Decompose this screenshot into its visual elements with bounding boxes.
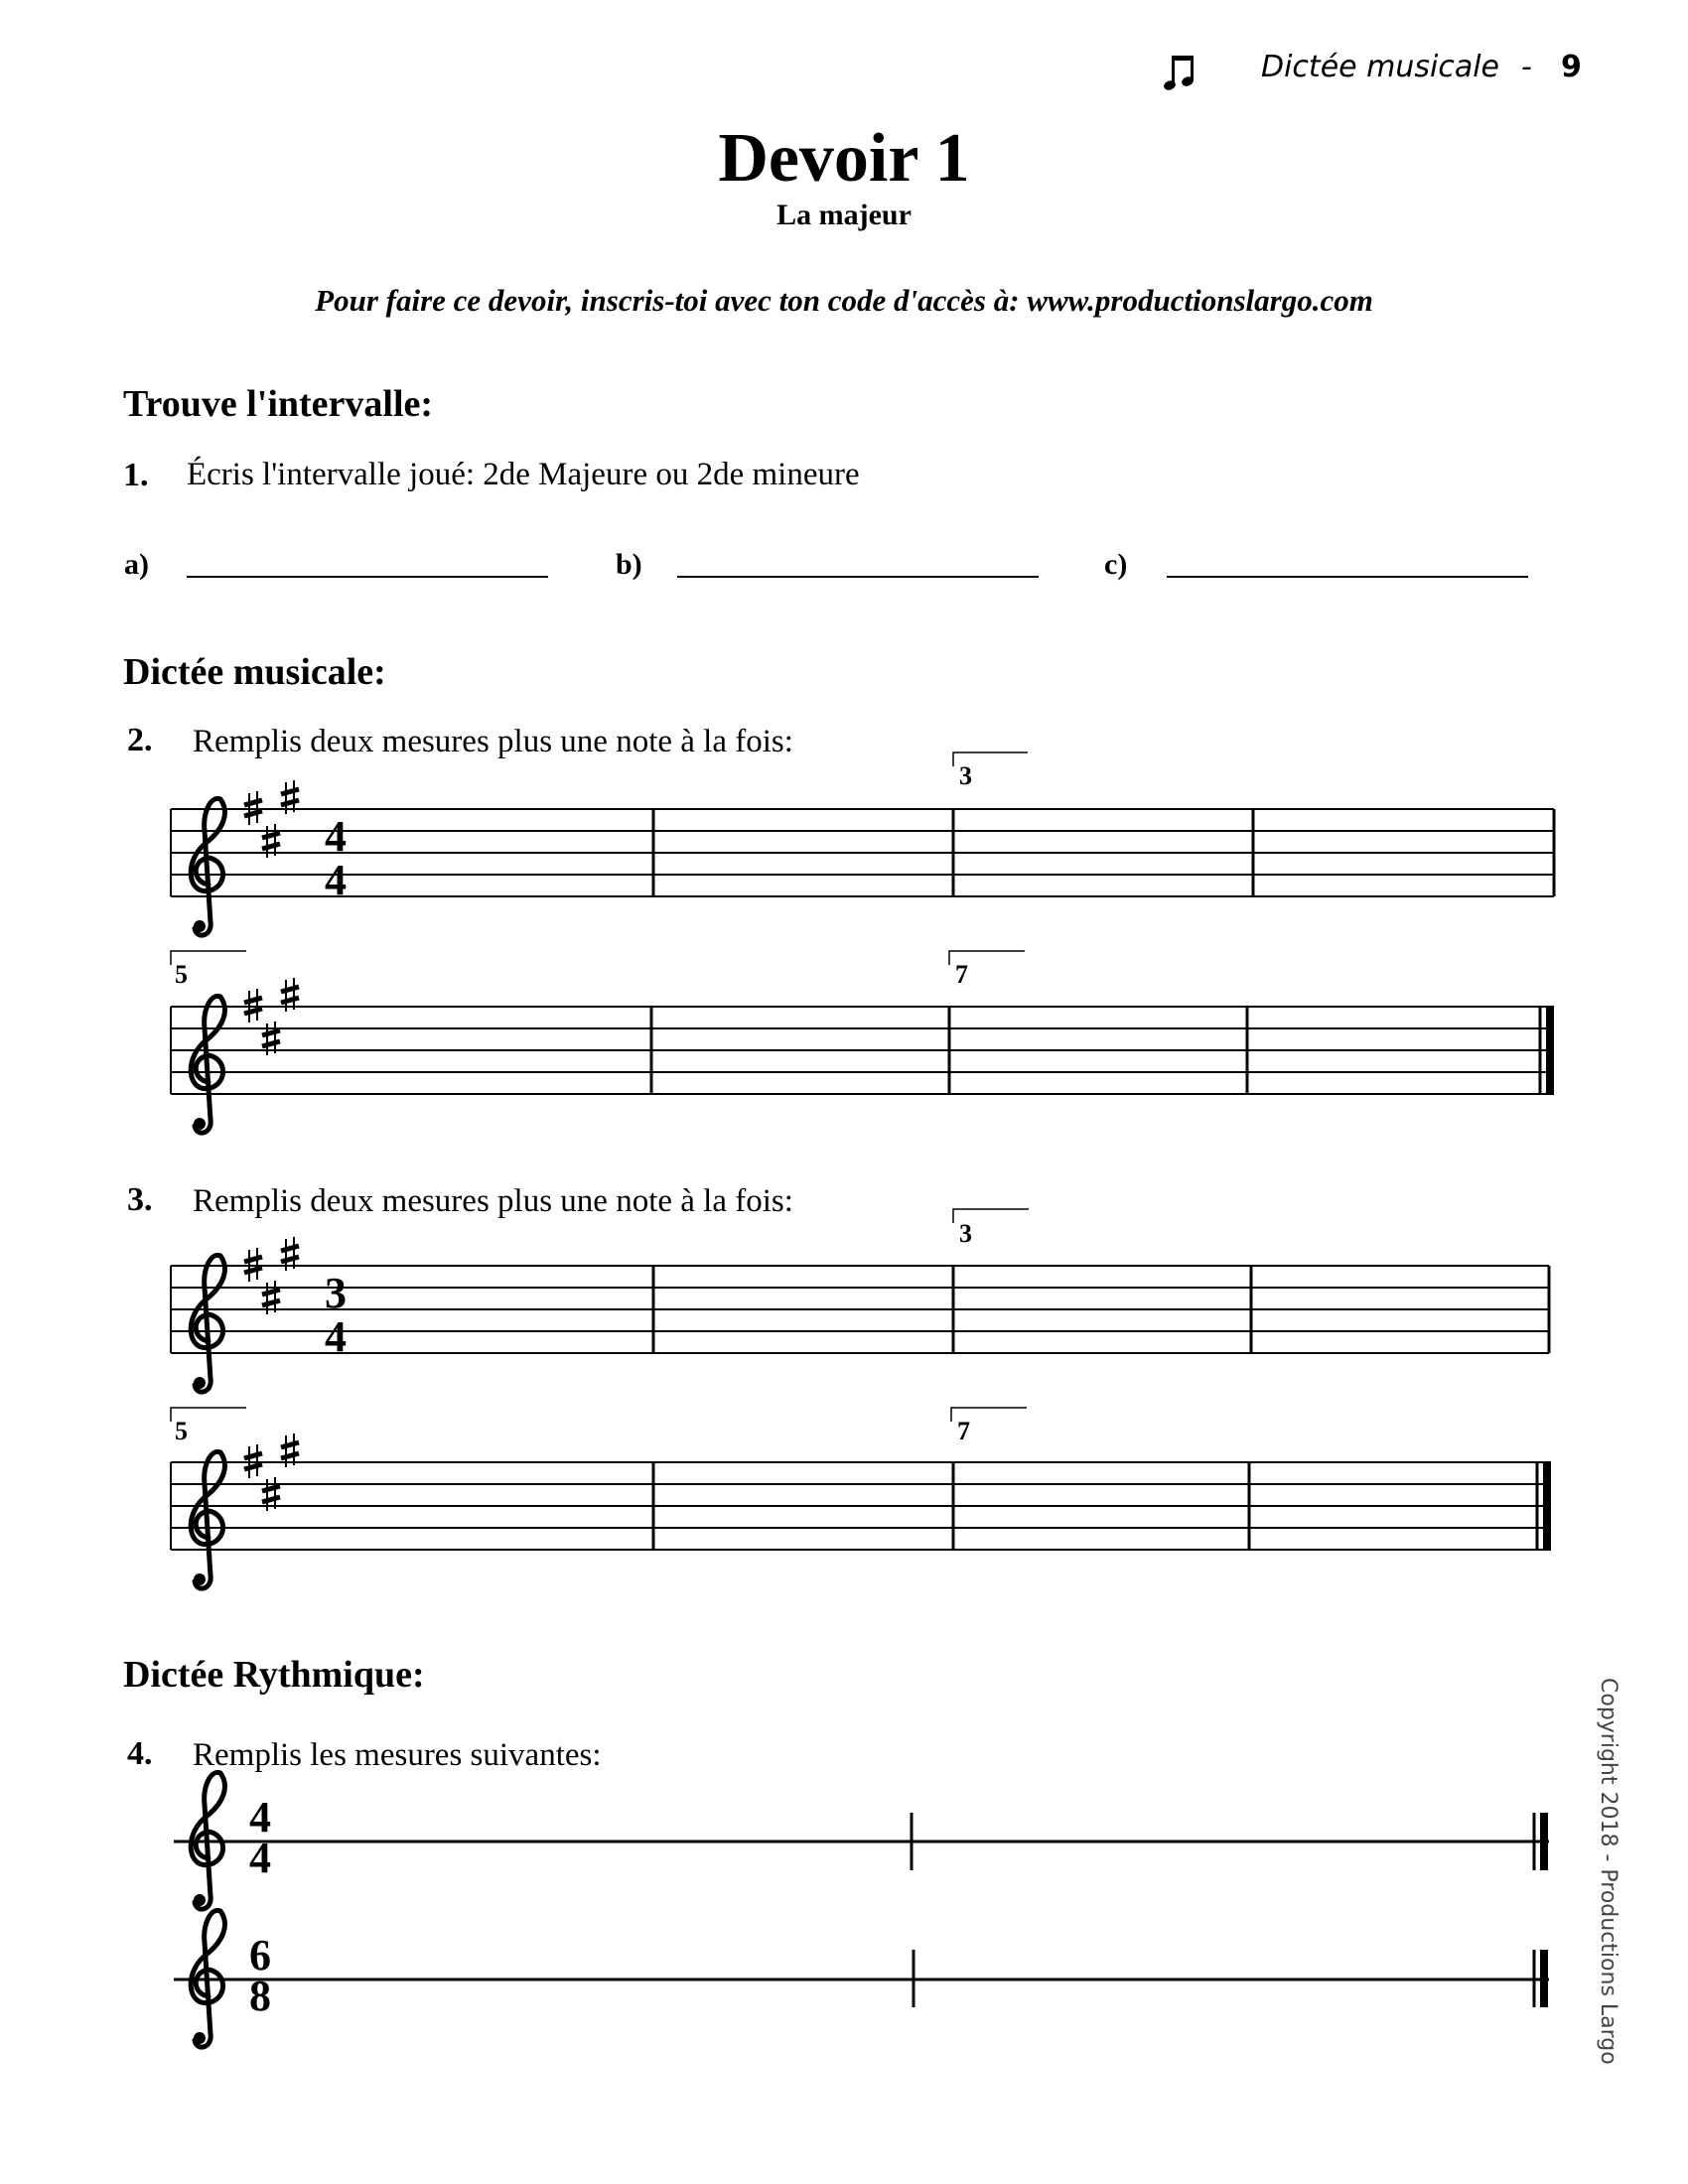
question-text-4: Remplis les mesures suivantes: (193, 1737, 602, 1773)
key-signature-a-major (244, 1433, 299, 1511)
question-number-3: 3. (127, 1181, 153, 1218)
treble-clef-icon (191, 1451, 224, 1588)
measure-number: 7 (957, 1417, 970, 1445)
time-signature-top: 3 (325, 1269, 347, 1317)
treble-clef-icon (191, 1255, 224, 1392)
section-heading-interval: Trouve l'intervalle: (123, 383, 434, 425)
answer-label-a: a) (124, 548, 149, 581)
key-signature-a-major (244, 978, 299, 1055)
question-text-1: Écris l'intervalle joué: 2de Majeure ou 2de mineure (187, 457, 860, 492)
time-signature-top: 4 (325, 812, 347, 861)
time-signature-bottom: 4 (249, 1834, 271, 1882)
copyright-text: Copyright 2018 - Productions Largo (1596, 1678, 1620, 2065)
staff-q3-line2 (171, 1408, 1551, 1588)
header-title: Dictée musicale (1261, 50, 1500, 84)
section-heading-dictation: Dictée musicale: (123, 651, 386, 693)
key-signature-a-major (244, 780, 299, 858)
measure-number: 3 (959, 1219, 972, 1248)
rhythm-staff-1 (174, 1772, 1549, 1909)
staff-q3-line1 (171, 1209, 1549, 1392)
rhythm-staff-2 (174, 1910, 1549, 2047)
question-text-3: Remplis deux mesures plus une note à la fois: (193, 1183, 793, 1219)
page-subtitle: La majeur (776, 199, 912, 231)
time-signature-bottom: 4 (325, 1312, 347, 1361)
question-number-1: 1. (123, 457, 149, 493)
answer-label-c: c) (1104, 548, 1128, 581)
treble-clef-icon (191, 798, 224, 935)
time-signature-bottom: 8 (249, 1972, 271, 2020)
staff-q2-line2 (171, 951, 1554, 1133)
measure-number: 5 (175, 960, 188, 989)
question-number-4: 4. (127, 1735, 153, 1772)
staff-q2-line1 (171, 752, 1554, 935)
treble-clef-icon (191, 1772, 224, 1909)
instruction-text: Pour faire ce devoir, inscris-toi avec ton code d'accès à: www.productionslargo.com (315, 283, 1373, 318)
section-heading-rhythm: Dictée Rythmique: (123, 1654, 425, 1696)
time-signature-top: 4 (249, 1793, 271, 1842)
time-signature-bottom: 4 (325, 856, 347, 904)
page-title: Devoir 1 (718, 120, 970, 197)
key-signature-a-major (244, 1237, 299, 1314)
question-number-2: 2. (127, 722, 153, 758)
measure-number: 3 (959, 761, 972, 790)
time-signature-top: 6 (249, 1931, 271, 1979)
treble-clef-icon (191, 1910, 224, 2047)
treble-clef-icon (191, 996, 224, 1133)
answer-label-b: b) (616, 548, 642, 581)
measure-number: 7 (955, 960, 968, 989)
measure-number: 5 (175, 1417, 188, 1445)
header-separator: - (1521, 50, 1532, 84)
question-text-2: Remplis deux mesures plus une note à la fois: (193, 724, 793, 759)
page-number: 9 (1561, 50, 1582, 84)
